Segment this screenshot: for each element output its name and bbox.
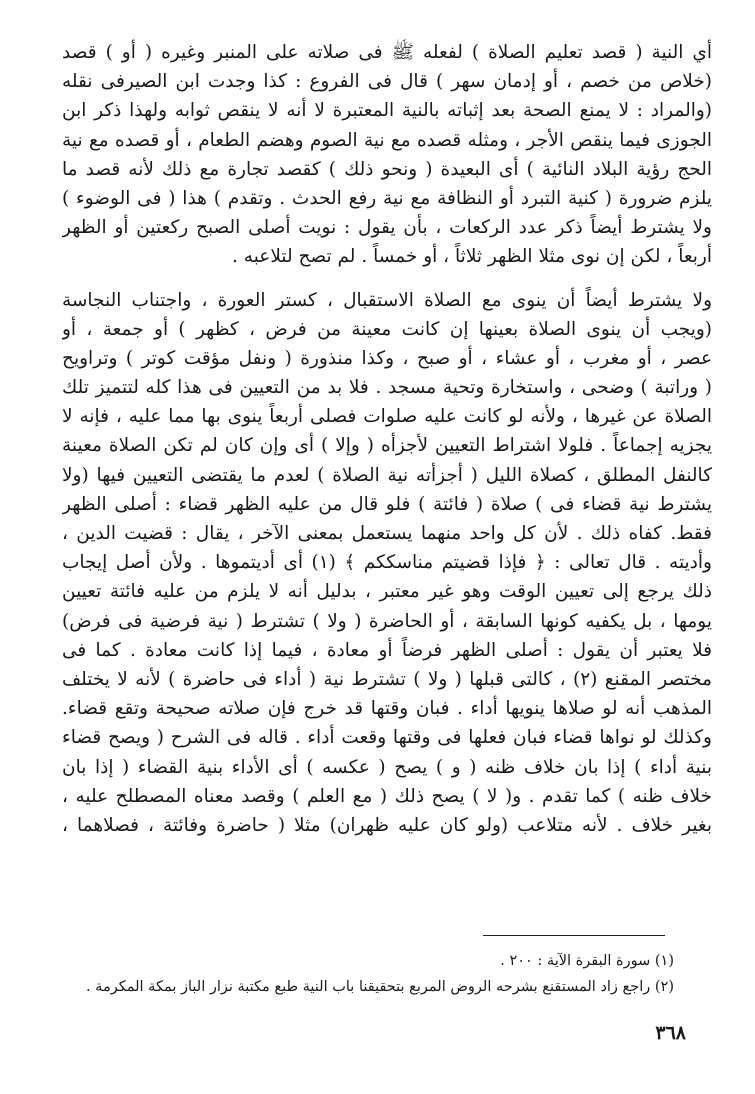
footnote-2: (٢) راجع زاد المستقنع بشرحه الروض المربع بتحقيقنا باب النية طبع مكتبة نزار الباز بمكة المكرمة .	[85, 979, 674, 995]
text-line: خلاف ظنه ) كما تقدم . و( لا ) يصح ذلك ( مع العلم ) وقصد معناه المصطلح عليه ،	[62, 785, 712, 807]
text-line: يشترط نية قضاء فى ) صلاة ( فائتة ) فلو قال من عليه الظهر قضاء : أصلى الظهر	[62, 493, 712, 515]
text-line: فقط. كفاه ذلك . لأن كل واحد منهما يستعمل بمعنى الآخر ، يقال : قضيت الدين ،	[62, 523, 712, 544]
paragraph-1	[62, 38, 712, 272]
text-line: أي النية ( قصد تعليم الصلاة ) لفعله ﷺ فى صلاته على المنبر وغيره ( أو ) قصد	[62, 42, 712, 63]
paragraph-2	[62, 286, 712, 841]
text-line: ذلك يرجع إلى تعيين الوقت وهو غير معتبر ، بدليل أنه لا يلزم من عليه فائتة تعيين	[62, 581, 712, 603]
text-line: (ويجب أن ينوى الصلاة بعينها إن كانت معينة من فرض ، كظهر ) أو جمعة ، أو	[62, 318, 712, 340]
text-line: وأديته . قال تعالى : ﴿ فإذا قضيتم مناسككم ﴾ (١) أى أديتموها . ولأن أصل إيجاب	[62, 552, 712, 574]
text-line: كالنفل المطلق ، كصلاة الليل ( أجزأته نية الصلاة ) لعدم ما يقتضى التعيين فيها (ولا	[62, 464, 712, 486]
text-line: بغير خلاف . لأنه متلاعب (ولو كان عليه ظهران) مثلا ( حاضرة وفائتة ، فصلاهما ،	[62, 814, 712, 836]
text-line: يجزيه إجماعاً . فلولا اشتراط التعيين لأجزأه ( وإلا ) أى وإن كان لم تكن الصلاة معينة	[62, 435, 712, 457]
text-line: فلا يعتبر أن يقول : أصلى الظهر فرضاً أو معادة ، فيما إذا كانت معادة . كما فى	[62, 639, 712, 661]
text-line: عصر ، أو مغرب ، أو عشاء ، أو صبح ، وكذا منذورة ( ونفل مؤقت كوتر ) وتراويح	[62, 347, 712, 369]
text-line: الصلاة عن غيرها ، ولأنه لو كانت عليه صلوات فصلى أربعاً ينوى بها مما عليه ، فإنه لا	[62, 406, 712, 428]
paragraph-gap	[62, 272, 712, 286]
text-line: المذهب أنه لو صلاها ينويها أداء . فبان وقتها قد خرج فإن صلاته صحيحة وتقع قضاء.	[62, 698, 712, 720]
text-line: أربعاً ، لكن إن نوى مثلا الظهر ثلاثاً ، أو خمساً . لم تصح لتلاعبه .	[232, 246, 712, 268]
footnotes	[62, 948, 674, 1000]
text-line: يلزم ضرورة ( كنية التبرد أو النظافة مع نية رفع الحدث . وتقدم ) هذا ( فى الوضوء )	[62, 187, 712, 209]
main-text	[62, 38, 712, 840]
text-line: وكذلك لو نواها قضاء فبان فعلها فى وقتها وقعت أداء . قاله فى الشرح ( ويصح قضاء	[62, 727, 712, 749]
text-line: بنية أداء ) إذا بان خلاف ظنه ( و ) يصح ( عكسه ) أى الأداء بنية القضاء ( إذا بان	[62, 756, 712, 778]
text-line: الحج رؤية البلاد النائية ) أى البعيدة ( ونحو ذلك ) كقصد تجارة مع ذلك لأنه قصد ما	[62, 158, 712, 180]
text-line: (خلاص من خصم ، أو إدمان سهر ) قال فى الفروع : كذا وجدت ابن الصيرفى نقله	[62, 71, 712, 93]
text-line: يومها ، بل يكفيه كونها السابقة ، أو الحاضرة ( ولا ) تشترط ( نية فرضية فى فرض)	[62, 610, 712, 632]
footnote-1: (١) سورة البقرة الآية : ٢٠٠ .	[500, 953, 674, 969]
text-line: الجوزى فيما ينقص الأجر ، ومثله قصده مع نية الصوم وهضم الطعام ، أو قصده مع نية	[62, 129, 712, 151]
page-number: ٣٦٨	[655, 1022, 686, 1044]
text-line: (والمراد : لا يمنع الصحة بعد إثباته بالنية المعتبرة لا أنه لا ينقص ثوابه ولهذا ذكر ابن	[62, 100, 712, 122]
text-line: ولا يشترط أيضاً أن ينوى مع الصلاة الاستقبال ، كستر العورة ، واجتناب النجاسة	[62, 289, 712, 311]
footnote-separator	[483, 935, 665, 936]
text-line: مختصر المقنع (٢) ، كالتى قبلها ( ولا ) تشترط نية ( أداء فى حاضرة ) لأنه لا يختلف	[62, 668, 712, 690]
text-line: ( وراتبة ) وضحى ، واستخارة وتحية مسجد . فلا بد من التعيين فى هذا كله لتتميز تلك	[62, 377, 712, 399]
text-line: ولا يشترط أيضاً ذكر عدد الركعات ، بأن يقول : نويت أصلى الصبح ركعتين أو الظهر	[62, 217, 712, 239]
